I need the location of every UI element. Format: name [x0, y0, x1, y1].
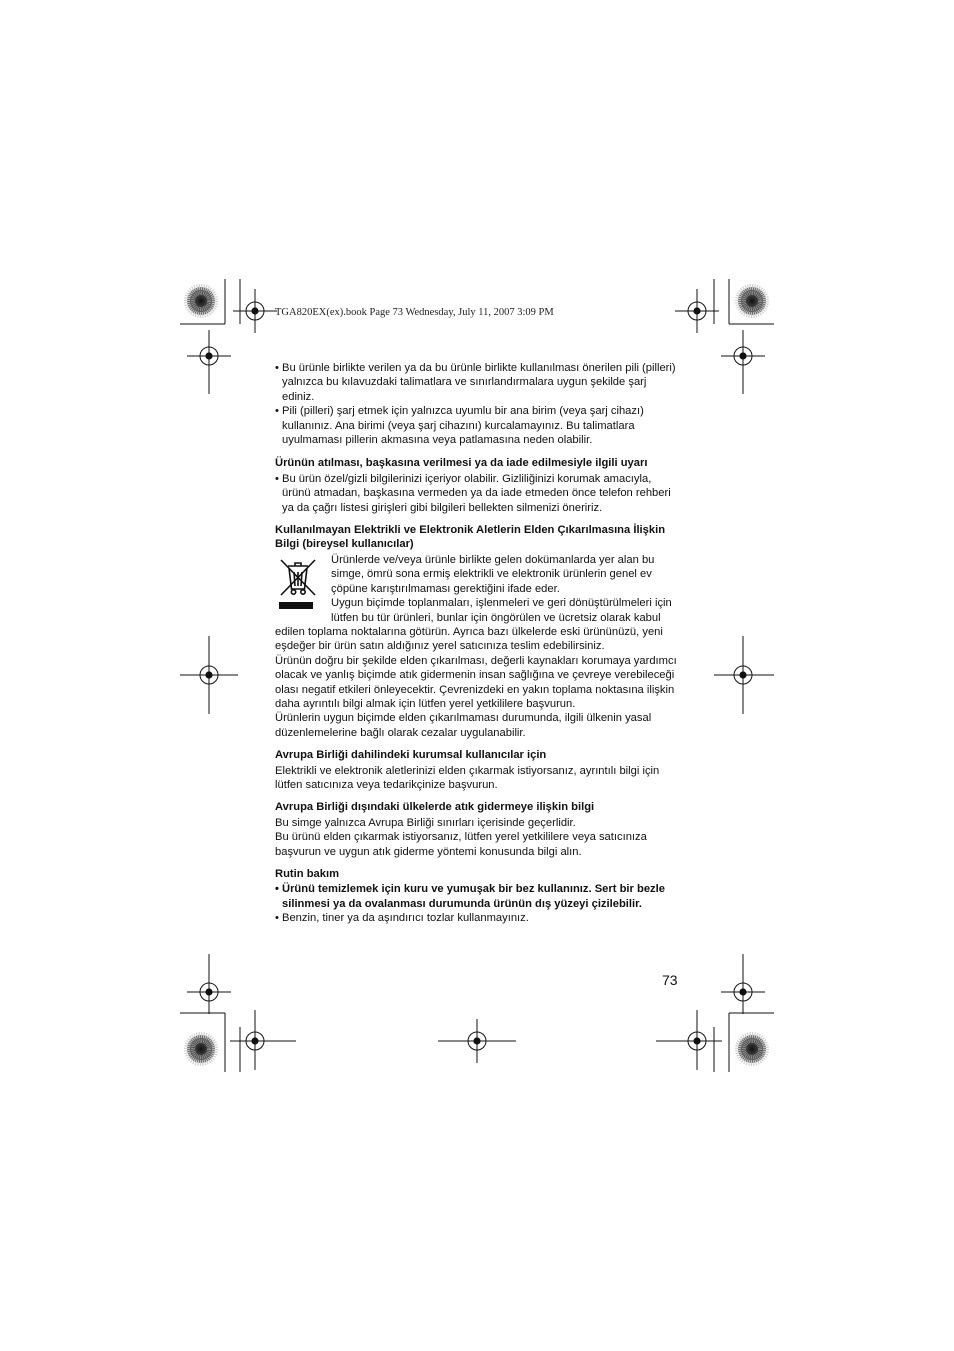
bullet-item: • Benzin, tiner ya da aşındırıcı tozlar kullanmayınız.: [275, 911, 680, 925]
crossed-bin-icon: [276, 555, 320, 611]
section-heading: Rutin bakım: [275, 868, 340, 880]
weee-paragraph: Ürünün doğru bir şekilde elden çıkarılması, değerli kaynakları korumaya yardımcı olacak ve yanlış biçimde atık gidermenin insan sağlığına ve çevreye verebileceği olası negatif etkileri önleyecektir. Çevrenizdeki en yakın toplama noktasına ilişkin daha ayrıntılı bilgi almak için lütfen yerel yetkililere başvurun.: [275, 654, 677, 710]
page-number: 73: [662, 972, 678, 988]
weee-paragraph: Ürünlerde ve/veya ürünle birlikte gelen dokümanlarda yer alan bu simge, ömrü sona ermiş elektrikli ve elektronik ürünlerin genel ev çöpüne karıştırılmaması gerektiğini ifade eder.: [331, 553, 655, 595]
weee-paragraph: Uygun biçimde toplanmaları, işlenmeleri ve geri dönüştürülmeleri için lütfen bu tür ürünleri, bunlar için öngörülen ve ücretsiz olarak kabul edilen toplama noktalarına götürün. Ayrıca bazı ülkelerde eski ürününüzü, yeni eşdeğer bir ürün satın aldığınız yerel satıcınıza teslim edebilirsiniz.: [275, 597, 672, 653]
weee-paragraph: Ürünlerin uygun biçimde elden çıkarılmaması durumunda, ilgili ülkenin yasal düzenlemelerine bağlı olarak cezalar uygulanabilir.: [275, 712, 652, 739]
section-paragraph: Bu ürünü elden çıkarmak istiyorsanız, lütfen yerel yetkililere veya satıcınıza başvurun ve uygun atık giderme yöntemi konusunda bilgi alın.: [275, 831, 647, 858]
section-paragraph: Bu simge yalnızca Avrupa Birliği sınırları içerisinde geçerlidir.: [275, 816, 576, 829]
print-slug: TGA820EX(ex).book Page 73 Wednesday, July 11, 2007 3:09 PM: [275, 307, 554, 318]
section-heading: Avrupa Birliği dışındaki ülkelerde atık gidermeye ilişkin bilgi: [275, 801, 595, 814]
weee-block: [275, 553, 680, 740]
section-heading: Avrupa Birliği dahilindeki kurumsal kullanıcılar için: [275, 749, 547, 762]
bullet-item: • Pili (pilleri) şarj etmek için yalnızca uyumlu bir ana birim (veya şarj cihazı) kullanınız. Ana birimi (veya şarj cihazını) kurcalamayınız. Bu talimatlara uyulmaması pillerin akmasına veya patlamasına neden olabilir.: [275, 404, 680, 447]
page-content: [275, 361, 680, 926]
section-heading: Kullanılmayan Elektrikli ve Elektronik Aletlerin Elden Çıkarılmasına İlişkin Bilgi (bireysel kullanıcılar): [275, 524, 666, 551]
section-heading: Ürünün atılması, başkasına verilmesi ya da iade edilmesiyle ilgili uyarı: [275, 457, 648, 470]
bullet-item: • Bu ürünle birlikte verilen ya da bu ürünle birlikte kullanılması önerilen pili (pilleri) yalnızca bu kılavuzdaki talimatlara ve sınırlandırmalara uygun şekilde şarj ediniz.: [275, 361, 680, 404]
bullet-item-bold: • Ürünü temizlemek için kuru ve yumuşak bir bez kullanınız. Sert bir bezle silinmesi ya da ovalanması durumunda ürünün dış yüzeyi çizilebilir.: [275, 882, 680, 911]
section-paragraph: Elektrikli ve elektronik aletlerinizi elden çıkarmak istiyorsanız, ayrıntılı bilgi için lütfen satıcınıza veya tedarikçinize başvurun.: [275, 764, 660, 791]
bullet-item: • Bu ürün özel/gizli bilgilerinizi içeriyor olabilir. Gizliliğinizi korumak amacıyla, ürünü atmadan, başkasına vermeden ya da iade etmeden önce telefon rehberi ya da çağrı listesi girişleri gibi bilgileri bellekten silmenizi öneririz.: [275, 472, 680, 515]
